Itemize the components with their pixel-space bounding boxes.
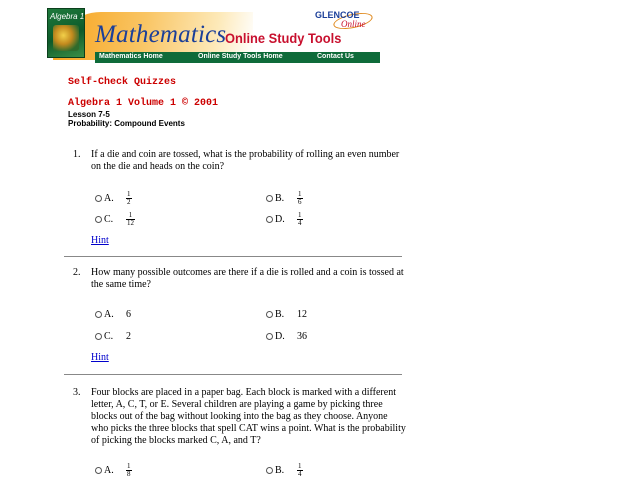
mathematics-title: Mathematics bbox=[95, 21, 227, 48]
fraction bbox=[297, 463, 303, 478]
nav-contact-us[interactable]: Contact Us bbox=[317, 53, 354, 60]
choice-value: 6 bbox=[126, 309, 131, 320]
radio-button[interactable] bbox=[95, 195, 102, 202]
lesson-label: Lesson 7-5 bbox=[68, 110, 110, 119]
question-divider bbox=[64, 374, 402, 375]
question-1-number: 1. bbox=[73, 149, 81, 160]
radio-button[interactable] bbox=[266, 216, 273, 223]
fraction-numerator: 1 bbox=[127, 190, 131, 198]
nav-bar bbox=[95, 52, 380, 63]
choice-value: 36 bbox=[297, 331, 307, 342]
choice-letter: D. bbox=[275, 331, 285, 342]
fraction-denominator: 2 bbox=[127, 198, 131, 206]
fraction-numerator: 1 bbox=[298, 462, 302, 470]
choice-letter: B. bbox=[275, 193, 285, 204]
algebra-book-cover-image bbox=[47, 8, 85, 58]
question-2-choice-a[interactable] bbox=[95, 309, 131, 320]
book-cover-art bbox=[53, 25, 79, 51]
radio-button[interactable] bbox=[266, 467, 273, 474]
choice-letter: D. bbox=[275, 214, 285, 225]
section-title: Self-Check Quizzes bbox=[68, 77, 177, 88]
question-1-choice-a[interactable] bbox=[95, 191, 132, 206]
question-1-choice-d[interactable] bbox=[266, 212, 303, 227]
choice-value: 12 bbox=[297, 309, 307, 320]
question-1-hint-link[interactable]: Hint bbox=[91, 235, 109, 246]
book-title: Algebra 1 Volume 1 © 2001 bbox=[68, 98, 219, 109]
choice-letter: A. bbox=[104, 309, 114, 320]
question-divider bbox=[64, 256, 402, 257]
radio-button[interactable] bbox=[266, 311, 273, 318]
book-cover-title: Algebra 1 bbox=[50, 12, 85, 21]
radio-button[interactable] bbox=[95, 311, 102, 318]
logo-online-text: Online bbox=[341, 19, 366, 29]
choice-value: 2 bbox=[126, 331, 131, 342]
choice-letter: A. bbox=[104, 465, 114, 476]
choice-letter: B. bbox=[275, 465, 285, 476]
question-2-text: How many possible outcomes are there if a die is rolled and a coin is tossed at the same time? bbox=[91, 267, 404, 290]
question-1-choice-b[interactable] bbox=[266, 191, 303, 206]
fraction-numerator: 1 bbox=[298, 211, 302, 219]
question-2-hint-link[interactable]: Hint bbox=[91, 352, 109, 363]
nav-mathematics-home[interactable]: Mathematics Home bbox=[99, 53, 163, 60]
fraction-denominator: 4 bbox=[298, 219, 302, 227]
online-study-tools-title: Online Study Tools bbox=[225, 30, 342, 46]
fraction bbox=[126, 463, 132, 478]
question-1-choice-c[interactable] bbox=[95, 212, 135, 227]
fraction bbox=[297, 191, 303, 206]
fraction-numerator: 1 bbox=[128, 211, 133, 219]
question-1-text: If a die and coin are tossed, what is the probability of rolling an even number on the die and heads on the coin? bbox=[91, 149, 400, 172]
fraction bbox=[126, 191, 132, 206]
fraction bbox=[126, 212, 135, 227]
question-3-choice-a[interactable] bbox=[95, 463, 132, 478]
fraction-denominator: 6 bbox=[298, 198, 302, 206]
fraction bbox=[297, 212, 303, 227]
question-2-choice-b[interactable] bbox=[266, 309, 307, 320]
topic-label: Probability: Compound Events bbox=[68, 119, 185, 128]
question-3-text: Four blocks are placed in a paper bag. Each block is marked with a different letter, A, C, T, or E. Several children are playing a game by picking three blocks out of the bag without looking into the bag as they choose. Anyone who picks the three blocks that spell CAT wins a point. What is the probability of picking the blocks marked C, A, and T? bbox=[91, 387, 406, 446]
question-2-choice-d[interactable] bbox=[266, 331, 307, 342]
radio-button[interactable] bbox=[95, 467, 102, 474]
choice-letter: B. bbox=[275, 309, 285, 320]
fraction-denominator: 8 bbox=[127, 470, 131, 478]
radio-button[interactable] bbox=[95, 216, 102, 223]
fraction-denominator: 4 bbox=[298, 470, 302, 478]
radio-button[interactable] bbox=[266, 333, 273, 340]
nav-online-study-tools-home[interactable]: Online Study Tools Home bbox=[198, 53, 283, 60]
radio-button[interactable] bbox=[95, 333, 102, 340]
radio-button[interactable] bbox=[266, 195, 273, 202]
question-3-number: 3. bbox=[73, 387, 81, 398]
fraction-numerator: 1 bbox=[127, 462, 131, 470]
glencoe-online-logo[interactable] bbox=[315, 10, 375, 32]
fraction-denominator: 12 bbox=[127, 219, 134, 227]
choice-letter: C. bbox=[104, 214, 114, 225]
logo-glencoe-text: GLENCOE bbox=[315, 10, 360, 20]
question-2-number: 2. bbox=[73, 267, 81, 278]
fraction-numerator: 1 bbox=[298, 190, 302, 198]
choice-letter: A. bbox=[104, 193, 114, 204]
question-2-choice-c[interactable] bbox=[95, 331, 131, 342]
question-3-choice-b[interactable] bbox=[266, 463, 303, 478]
choice-letter: C. bbox=[104, 331, 114, 342]
